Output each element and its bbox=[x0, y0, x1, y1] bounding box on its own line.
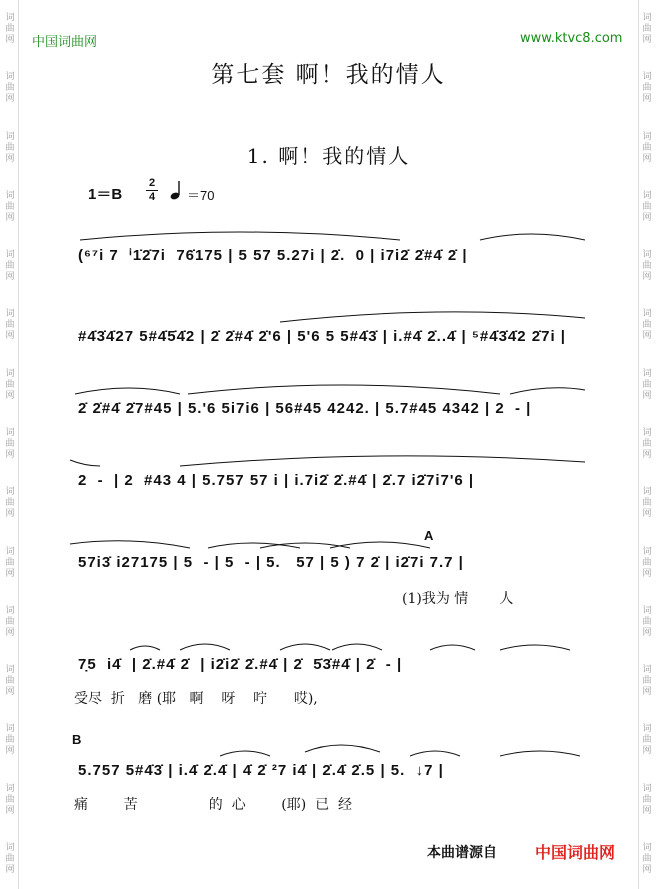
site-url-top-right[interactable]: www.ktvc8.com bbox=[520, 31, 623, 46]
tempo-marking: ＝70 bbox=[187, 188, 215, 203]
notation-text: #4̇3̇4̇27 5#4̇5̇4̇2 | 2̇ 2̇#4̇ 2̇'6 | 5'6 5 5#4̇3̇ | i.#4̇ 2̇..4̇ | ⁵#4̇3̇4̇2 2̇7i | bbox=[78, 328, 567, 345]
watermark-glyphs: 词 曲 网 bbox=[5, 665, 15, 698]
notation-text: 7̣5 i4̇ | 2̇.#4̇ 2̇ | i2̇i2̇ 2̇.#4̇ | 2̇ 5̇3̇#4̇ | 2̇ - | bbox=[78, 656, 403, 673]
section-mark-b: B bbox=[72, 732, 82, 747]
watermark-glyphs: 词 曲 网 bbox=[5, 546, 15, 579]
page-title: 第七套 啊！我的情人 bbox=[211, 62, 446, 88]
key-signature: 1＝B bbox=[88, 186, 123, 203]
right-margin-line bbox=[638, 0, 639, 889]
staff-line-7 bbox=[70, 756, 590, 790]
watermark-glyphs: 词 曲 网 bbox=[642, 13, 652, 46]
watermark-glyphs: 词 曲 网 bbox=[642, 605, 652, 638]
staff-line-4 bbox=[70, 466, 590, 500]
song-title: 1. 啊！我的情人 bbox=[246, 144, 411, 168]
left-margin-line bbox=[18, 0, 19, 889]
watermark-glyphs: 词 曲 网 bbox=[642, 724, 652, 757]
staff-line-6 bbox=[70, 650, 590, 684]
meter-bottom: 4 bbox=[148, 191, 156, 203]
watermark-glyphs: 词 曲 网 bbox=[5, 724, 15, 757]
watermark-glyphs: 词 曲 网 bbox=[5, 368, 15, 401]
quarter-note-icon bbox=[170, 180, 184, 200]
notation-text: 2 - | 2 #43 4 | 5.757 57 i | i.7i2̇ 2̇.#4̇ | 2̇.7 i2̇7i7'6 | bbox=[78, 472, 475, 489]
source-site-link[interactable]: 中国词曲网 bbox=[535, 843, 616, 862]
notation-text: 57i3̇ i27175 | 5 - | 5 - | 5. 57 | 5 ) 7 2̇ | i2̇7i 7.7 | bbox=[78, 554, 464, 571]
meter-top: 2 bbox=[148, 177, 156, 189]
watermark-glyphs: 词 曲 网 bbox=[5, 427, 15, 460]
watermark-glyphs: 词 曲 网 bbox=[5, 13, 15, 46]
watermark-glyphs: 词 曲 网 bbox=[5, 783, 15, 816]
lyric-line-1: (1)我为 情 人 bbox=[402, 591, 514, 607]
watermark-glyphs: 词 曲 网 bbox=[5, 131, 15, 164]
staff-line-5 bbox=[70, 548, 590, 582]
notation-text: (⁶⁷i 7 ⁱ1̇2̇7i 76̇175 | 5 57 5.27i | 2̇. 0 | i7i2̇ 2̇#4̇ 2̇ | bbox=[78, 247, 468, 264]
lyric-line-2: 受尽 折 磨 (耶 啊 呀 咛 哎), bbox=[74, 691, 318, 707]
time-signature bbox=[146, 178, 158, 203]
notation-text: 5.757 5#4̇3̇ | i.4̇ 2̇.4̇ | 4̇ 2̇ ²7 i4̇ | 2̇.4̇ 2̇.5 | 5. ↓7 | bbox=[78, 762, 444, 779]
watermark-glyphs: 词 曲 网 bbox=[5, 309, 15, 342]
staff-line-1 bbox=[70, 240, 590, 274]
left-watermark-strip bbox=[3, 0, 17, 889]
watermark-glyphs: 词 曲 网 bbox=[5, 190, 15, 223]
source-label: 本曲谱源自 bbox=[427, 845, 497, 861]
watermark-glyphs: 词 曲 网 bbox=[642, 190, 652, 223]
watermark-glyphs: 词 曲 网 bbox=[5, 487, 15, 520]
watermark-glyphs: 词 曲 网 bbox=[642, 546, 652, 579]
site-name-top-left[interactable]: 中国词曲网 bbox=[32, 35, 98, 50]
notation-text: 2̇ 2̇#4̇ 2̇7#45 | 5.'6 5i7i6 | 56#45 4242. | 5.7#45 4342 | 2 - | bbox=[78, 400, 532, 417]
watermark-glyphs: 词 曲 网 bbox=[642, 487, 652, 520]
watermark-glyphs: 词 曲 网 bbox=[642, 131, 652, 164]
staff-line-2 bbox=[70, 322, 590, 356]
watermark-glyphs: 词 曲 网 bbox=[5, 72, 15, 105]
staff-line-3 bbox=[70, 394, 590, 428]
watermark-glyphs: 词 曲 网 bbox=[642, 842, 652, 875]
watermark-glyphs: 词 曲 网 bbox=[642, 309, 652, 342]
watermark-glyphs: 词 曲 网 bbox=[642, 250, 652, 283]
lyric-line-3: 痛 苦 的 心 (耶) 已 经 bbox=[74, 797, 353, 813]
watermark-glyphs: 词 曲 网 bbox=[5, 250, 15, 283]
watermark-glyphs: 词 曲 网 bbox=[642, 72, 652, 105]
watermark-glyphs: 词 曲 网 bbox=[5, 605, 15, 638]
watermark-glyphs: 词 曲 网 bbox=[642, 368, 652, 401]
watermark-glyphs: 词 曲 网 bbox=[642, 783, 652, 816]
watermark-glyphs: 词 曲 网 bbox=[642, 665, 652, 698]
section-mark-a: A bbox=[424, 528, 434, 543]
right-watermark-strip bbox=[640, 0, 654, 889]
watermark-glyphs: 词 曲 网 bbox=[642, 427, 652, 460]
watermark-glyphs: 词 曲 网 bbox=[5, 842, 15, 875]
